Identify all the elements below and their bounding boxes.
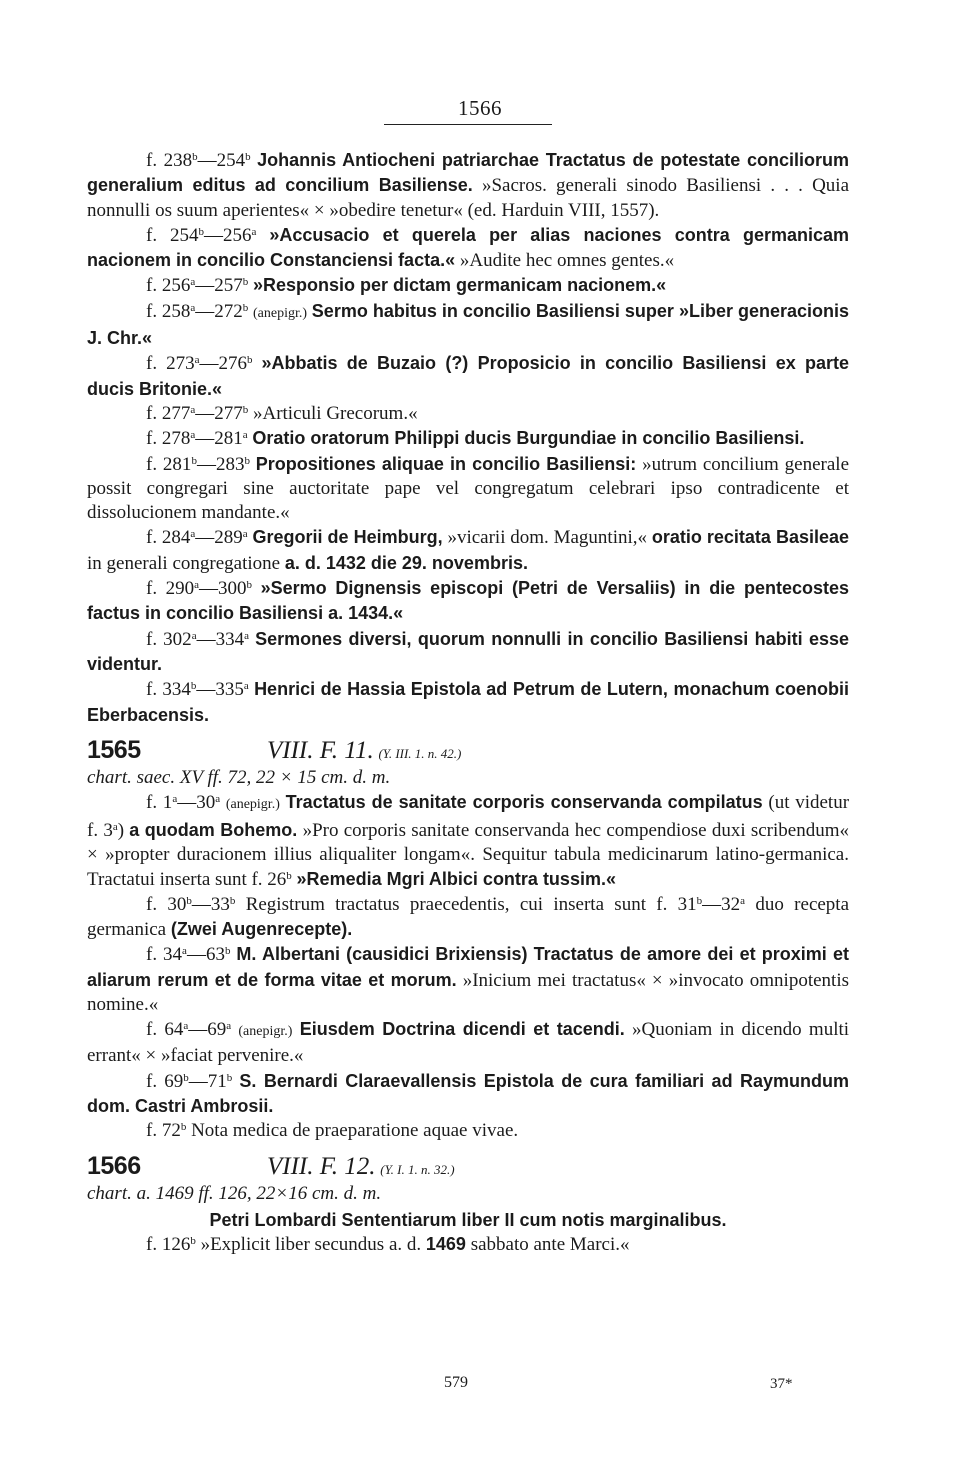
folio-side: b [286,870,292,883]
sheet-signature: 37* [770,1376,793,1392]
incipit: »Pro corporis sanitate conservanda hec compendiose duxi scribendum« × »propter duracionem illius aliqualiter longam«. Sequitur tabula medicinarum latino-germanica. Tractatui inserta sunt f. 26 [87,819,849,891]
folio-ref: —276 [199,353,247,375]
folio-side: a [190,301,196,314]
folio-ref: —257 [195,275,243,297]
work-title: Eiusdem Doctrina dicendi et tacendi. [299,1019,625,1040]
work-title: Gregorii de Heimburg, [252,527,443,548]
physical-description: chart. saec. XV ff. 72, 22 × 15 cm. d. m. [87,767,391,789]
folio-side: a [194,354,200,367]
entry-paragraph [87,627,849,678]
work-title: Sermo habitus in concilio Basiliensi super »Liber generacionis J. Chr.« [87,300,850,349]
old-shelfmark: (Y. III. 1. n. 42.) [378,745,462,761]
folio-side: a [190,429,196,442]
folio-side: b [242,403,249,416]
incipit: sabbato ante Marci.« [470,1234,630,1256]
folio-side: a [191,629,197,642]
folio-ref: —32 [702,893,741,915]
work-title: Oratio oratorum Philippi ducis Burgundiae in concilio Basiliensi. [252,428,805,449]
folio-ref: f. 277 [146,402,191,424]
shelfmark: VIII. F. 12. [267,1152,376,1180]
folio-ref: —33 [191,893,230,915]
incipit: »Inicium mei tractatus« × »invocato omnipotentis nomine.« [87,969,849,1015]
folio-ref: f. 290 [146,578,195,600]
entry-paragraph [87,1232,849,1257]
running-head: 1566 [458,96,502,120]
folio-side: a [226,1020,232,1033]
entry-paragraph [87,351,849,402]
folio-side: a [242,429,248,442]
folio-side: b [198,225,205,238]
folio-ref: f. 302 [146,628,192,650]
incipit: »utrum concilium generale possit congregari sine auctoritate pape vel congregatum celebrari ipso contradicente et dissolucionem mandante.« [87,453,850,524]
folio-ref: —283 [196,453,245,475]
folio-side: a [172,793,178,806]
work-title: a quodam Bohemo. [129,819,298,840]
entry-paragraph [87,1119,849,1143]
incipit: »vicarii dom. Maguntini,« [447,527,648,549]
page-number: 579 [444,1374,468,1391]
folio-ref: f. 30 [146,893,187,915]
folio-ref: f. 64 [146,1019,184,1041]
folio-side: a [183,1020,189,1033]
work-title: oratio recitata Basileae [651,527,850,548]
folio-side: a [182,945,187,958]
work-title: »Abbatis de Buzaio (?) Proposicio in concilio Basiliensi ex parte ducis Britonie.« [87,353,849,399]
work-title: Sermones diversi, quorum nonnulli in concilio Basiliensi habiti esse videntur. [87,628,850,674]
work-title: Johannis Antiocheni patriarchae Tractatus de potestate conciliorum generalium editus ad concilium Basiliense. [87,150,850,196]
entry-paragraph [87,148,849,223]
entry-paragraph [87,402,849,426]
folio-side: a [251,225,257,238]
work-title: Henrici de Hassia Epistola ad Petrum de Lutern, monachum coenobii Eberbacensis. [87,679,850,725]
folio-side: a [190,403,196,416]
entry-paragraph [87,942,849,1017]
incipit: »Sacros. generali sinodo Basiliensi . . . Quia nonnulli os suum aperientes« × »obedire tenetur« (ed. Harduin VIII, 1557). [87,175,849,221]
entry-paragraph [87,525,849,576]
folio-ref: —281 [195,428,243,450]
folio-side: a [740,894,746,907]
folio-ref: —334 [196,628,245,650]
incipit: »Quoniam in dicendo multi errant« × »faciat pervenire.« [87,1019,850,1067]
incipit: »Audite hec omnes gentes.« [459,250,675,272]
work-title: »Remedia Mgri Albici contra tussim.« [296,869,616,890]
entry-paragraph [87,576,849,627]
work-title: »Accusacio et querela per alias naciones contra germanicam nacionem in concilio Constanciensi facta.« [87,224,850,271]
work-title: (Zwei Augenrecepte). [170,918,353,939]
work-date: a. d. 1432 die 29. novembris. [284,552,528,573]
folio-ref: f. 284 [146,527,191,549]
note: in generali congregatione [87,552,281,574]
folio-side: b [696,894,703,907]
folio-ref: —71 [188,1070,227,1092]
folio-ref: f. 72 [146,1120,181,1142]
incipit: Nota medica de praeparatione aquae vivae. [191,1120,519,1142]
folio-ref: —335 [196,679,244,701]
folio-ref: —289 [195,527,243,549]
entry-paragraph [87,1017,849,1069]
work-title: Tractatus de sanitate corporis conservanda compilatus [285,792,763,813]
entry-paragraph [87,1069,849,1120]
work-title: Propositiones aliquae in concilio Basiliensi: [255,453,637,474]
entry-paragraph [87,273,849,298]
folio-ref: f. 254 [146,224,199,246]
folio-side: a [190,276,196,289]
folio-ref: —69 [188,1019,227,1041]
manuscript-number: 1566 [87,1151,141,1180]
folio-ref: —30 [177,792,216,814]
folio-side: b [190,1235,196,1248]
entry-paragraph [87,223,849,274]
folio-side: a [242,528,248,541]
work-title: »Responsio per dictam germanicam nacionem.« [252,275,667,296]
folio-side: b [192,151,198,163]
folio-ref: —63 [186,944,225,966]
folio-side: b [244,454,250,467]
entry-paragraph [87,299,849,352]
manuscript-heading [87,1151,849,1182]
manuscript-number: 1565 [87,735,141,764]
work-title: Petri Lombardi Sententiarum liber II cum notis marginalibus. [209,1210,727,1231]
entry-paragraph [87,426,849,451]
folio-side: a [190,528,196,541]
folio-ref: f. 278 [146,428,191,450]
folio-side: b [245,151,251,163]
entry-paragraph [87,677,849,728]
folio-ref: f. 238 [146,150,193,171]
folio-ref: f. 256 [146,275,191,297]
folio-ref: —277 [195,402,243,424]
folio-side: a [244,629,249,642]
folio-ref: f. 34 [146,944,183,966]
folio-side: b [190,680,197,693]
work-title: M. Albertani (causidici Brixiensis) Tractatus de amore dei et proximi et aliarum rerum et de forma vitae et morum. [87,944,850,990]
folio-side: a [112,820,118,833]
folio-side: b [191,454,197,467]
folio-ref: —272 [195,300,243,322]
folio-side: b [242,301,249,314]
folio-ref: —254 [197,150,246,171]
work-title: »Sermo Dignensis episcopi (Petri de Versaliis) in die pentecostes factus in concilio Basiliensi a. 1434.« [87,578,850,624]
folio-side: b [242,276,249,289]
incipit: Registrum tractatus praecedentis, cui inserta sunt f. 31 [245,893,697,915]
entry-paragraph [87,893,849,943]
physical-description: chart. a. 1469 ff. 126, 22×16 cm. d. m. [87,1182,382,1204]
entry-paragraph [87,790,849,892]
folio-ref: f. 334 [146,679,191,701]
note: (anepigr.) [225,797,280,813]
work-date: 1469 [425,1234,466,1255]
folio-ref: f. 69 [146,1070,184,1092]
folio-ref: f. 258 [146,300,191,322]
folio-side: b [229,894,236,907]
folio-side: b [180,1121,187,1134]
folio-side: a [215,793,221,806]
work-title: S. Bernardi Claraevallensis Epistola de cura familiari ad Raymundum dom. Castri Ambrosii. [87,1070,849,1116]
folio-side: b [183,1071,189,1084]
folio-side: b [246,354,253,367]
incipit: »Articuli Grecorum.« [252,402,418,424]
folio-ref: f. 1 [146,792,173,814]
folio-ref: —300 [199,578,247,600]
folio-ref: f. 273 [146,353,195,375]
main-text [87,148,849,1258]
note: ) [117,819,125,841]
folio-side: a [243,680,249,693]
folio-side: b [224,945,231,958]
incipit: »Explicit liber secundus a. d. [200,1234,422,1256]
entry-paragraph [87,452,849,526]
note: (anepigr.) [238,1024,293,1040]
folio-ref: f. 126 [146,1234,191,1256]
folio-ref: —256 [204,224,252,246]
manuscript-heading [87,735,849,766]
folio-ref: f. 281 [146,453,192,475]
note: (anepigr.) [253,305,308,321]
folio-side: b [186,894,192,907]
incipit: duo recepta germanica [87,893,850,940]
old-shelfmark: (Y. I. 1. n. 32.) [380,1161,455,1177]
folio-side: b [246,579,253,592]
folio-side: b [226,1071,233,1084]
note: (ut videtur f. 3 [87,792,850,841]
folio-side: a [194,579,200,592]
head-rule [384,124,552,125]
shelfmark: VIII. F. 11. [267,736,374,764]
